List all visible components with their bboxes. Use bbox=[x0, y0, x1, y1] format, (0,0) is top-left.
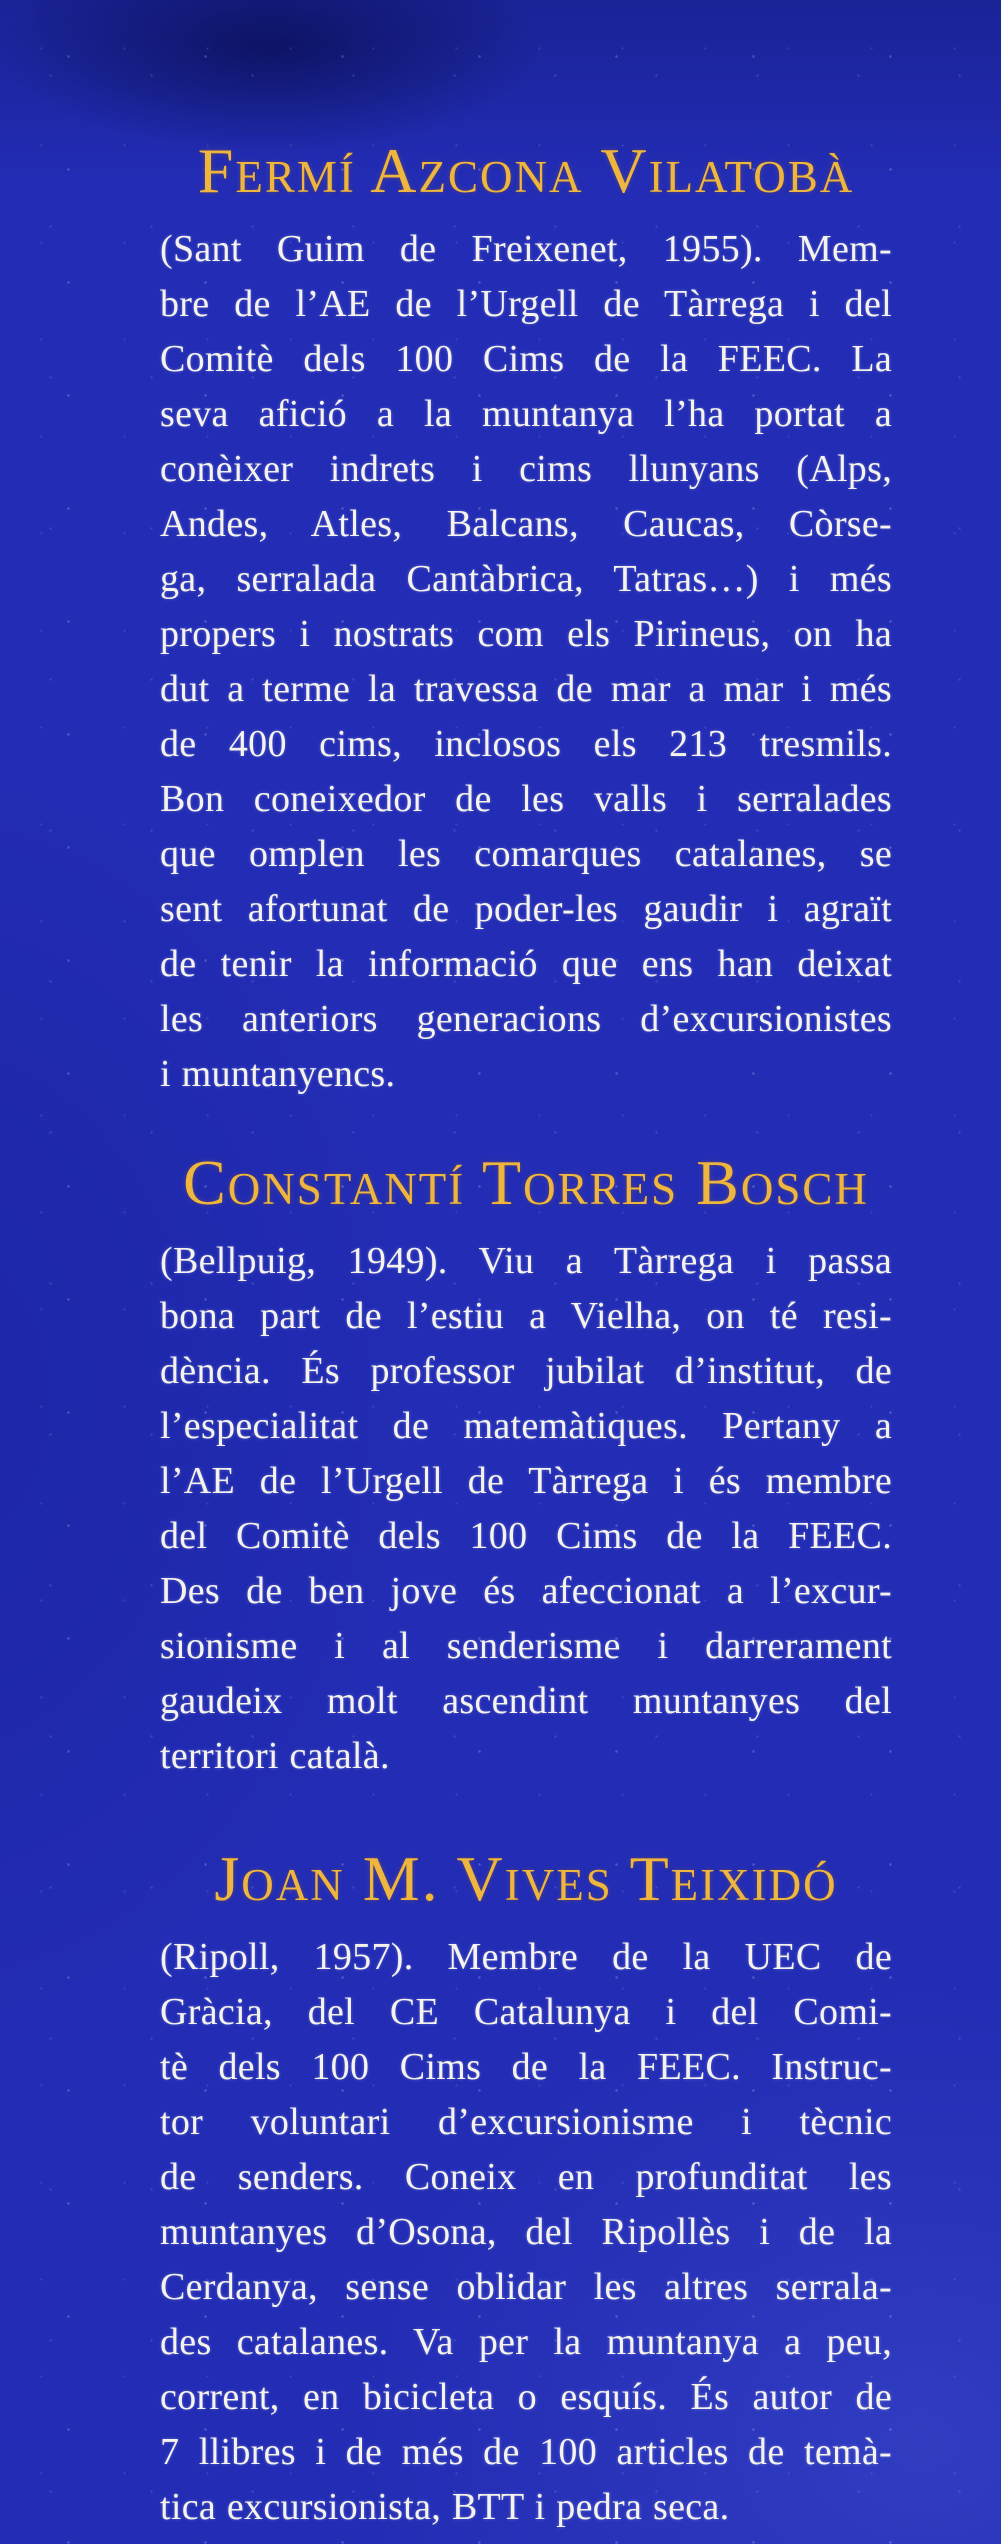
bio-line: Bon coneixedor de les valls i serralades bbox=[160, 778, 892, 820]
bio-line: dut a terme la travessa de mar a mar i més bbox=[160, 668, 892, 710]
bio-line: l’AE de l’Urgell de Tàrrega i és membre bbox=[160, 1460, 892, 1502]
author-bios bbox=[160, 0, 892, 2535]
bio-line: Andes, Atles, Balcans, Caucas, Còrse- bbox=[160, 503, 892, 545]
bio-line: (Ripoll, 1957). Membre de la UEC de bbox=[160, 1936, 892, 1978]
bio-line: territori català. bbox=[160, 1735, 390, 1777]
bio-line: dència. És professor jubilat d’institut, de bbox=[160, 1350, 892, 1392]
author-heading: Fermí Azcona Vilatobà bbox=[197, 135, 855, 206]
bio-line: corrent, en bicicleta o esquís. És autor de bbox=[160, 2376, 892, 2418]
bio-line: de tenir la informació que ens han deixat bbox=[160, 943, 892, 985]
bio-line: Gràcia, del CE Catalunya i del Comi- bbox=[160, 1991, 892, 2033]
bio-line: seva afició a la muntanya l’ha portat a bbox=[160, 393, 892, 435]
bio-line: muntanyes d’Osona, del Ripollès i de la bbox=[160, 2211, 892, 2253]
bio-line: bona part de l’estiu a Vielha, on té resi- bbox=[160, 1295, 892, 1337]
bio-line: ga, serralada Cantàbrica, Tatras…) i més bbox=[160, 558, 892, 600]
bio-line: propers i nostrats com els Pirineus, on ha bbox=[160, 613, 892, 655]
bio-line: les anteriors generacions d’excursionistes bbox=[160, 998, 892, 1040]
author-bio-section bbox=[160, 1842, 892, 2535]
bio-line: conèixer indrets i cims llunyans (Alps, bbox=[160, 448, 892, 490]
bio-text bbox=[160, 222, 892, 1102]
bio-text bbox=[160, 1234, 892, 1784]
bio-line: de senders. Coneix en profunditat les bbox=[160, 2156, 892, 2198]
author-heading: Joan M. Vives Teixidó bbox=[214, 1843, 838, 1914]
bio-line: Des de ben jove és afeccionat a l’excur- bbox=[160, 1570, 892, 1612]
bio-line: sionisme i al senderisme i darrerament bbox=[160, 1625, 892, 1667]
bio-line: del Comitè dels 100 Cims de la FEEC. bbox=[160, 1515, 892, 1557]
bio-line: sent afortunat de poder-les gaudir i agraït bbox=[160, 888, 892, 930]
author-heading: Constantí Torres Bosch bbox=[183, 1147, 869, 1218]
author-bio-section bbox=[160, 1146, 892, 1784]
bio-line: que omplen les comarques catalanes, se bbox=[160, 833, 892, 875]
bio-line: tè dels 100 Cims de la FEEC. Instruc- bbox=[160, 2046, 892, 2088]
bio-line: i muntanyencs. bbox=[160, 1053, 396, 1095]
bio-line: de 400 cims, inclosos els 213 tresmils. bbox=[160, 723, 892, 765]
bio-line: tica excursionista, BTT i pedra seca. bbox=[160, 2486, 730, 2528]
bio-line: bre de l’AE de l’Urgell de Tàrrega i del bbox=[160, 283, 892, 325]
bio-line: gaudeix molt ascendint muntanyes del bbox=[160, 1680, 892, 1722]
bio-line: (Bellpuig, 1949). Viu a Tàrrega i passa bbox=[160, 1240, 892, 1282]
bio-line: 7 llibres i de més de 100 articles de temà- bbox=[160, 2431, 892, 2473]
bio-line: (Sant Guim de Freixenet, 1955). Mem- bbox=[160, 228, 892, 270]
bio-line: tor voluntari d’excursionisme i tècnic bbox=[160, 2101, 892, 2143]
bio-line: Cerdanya, sense oblidar les altres serrala- bbox=[160, 2266, 892, 2308]
bio-line: des catalanes. Va per la muntanya a peu, bbox=[160, 2321, 892, 2363]
author-bio-section bbox=[160, 134, 892, 1102]
bio-text bbox=[160, 1930, 892, 2535]
bio-line: l’especialitat de matemàtiques. Pertany a bbox=[160, 1405, 892, 1447]
bio-line: Comitè dels 100 Cims de la FEEC. La bbox=[160, 338, 892, 380]
